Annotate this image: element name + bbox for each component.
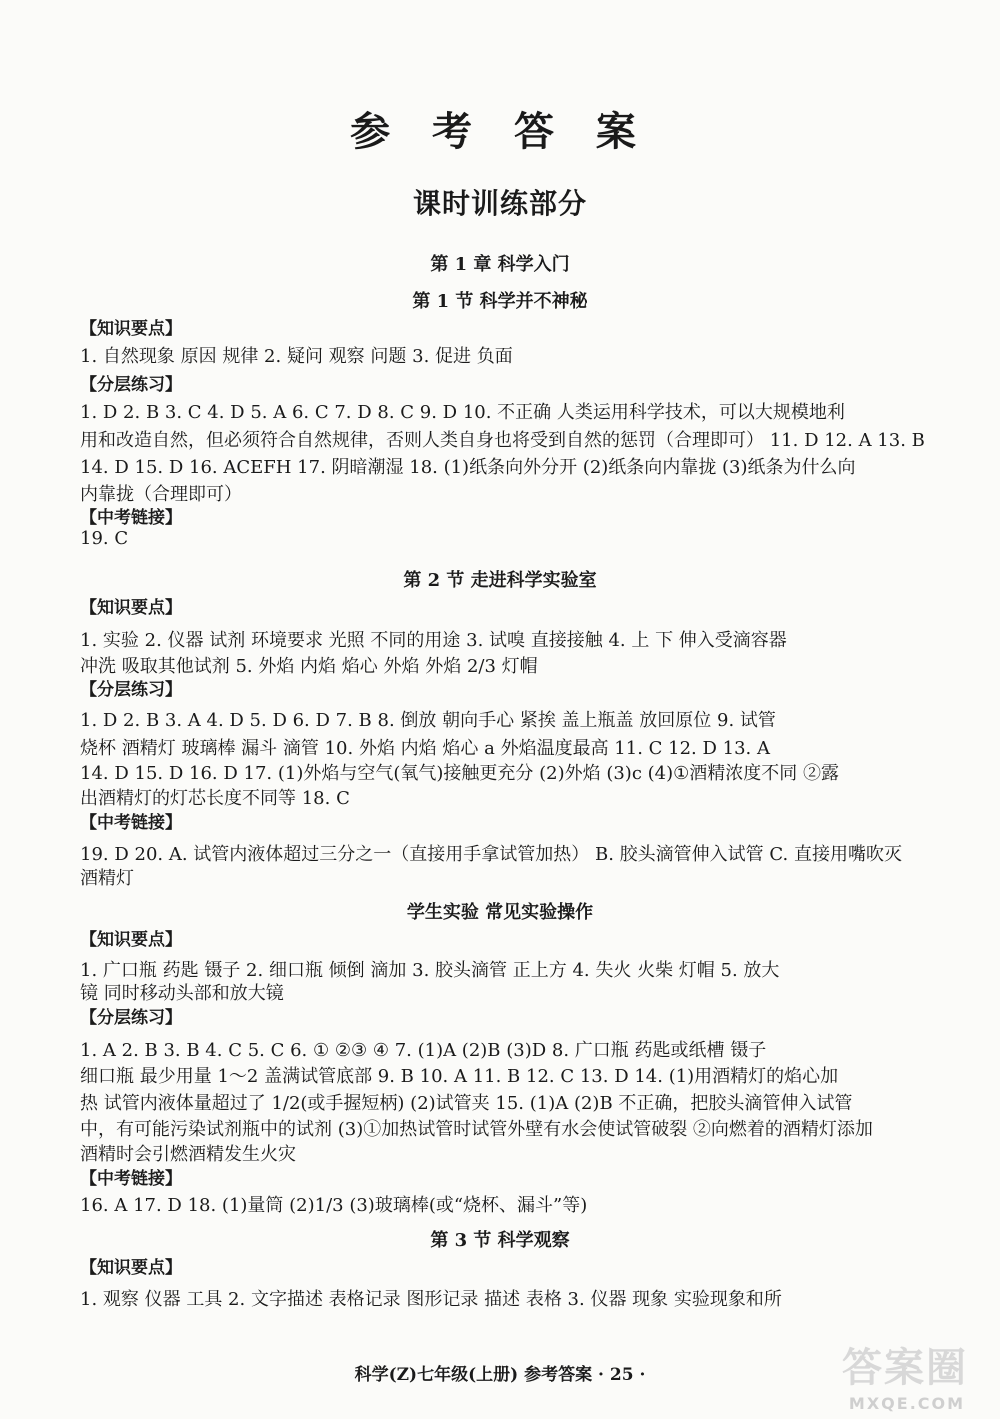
answer-line: 镜 同时移动头部和放大镜	[80, 983, 284, 1004]
section-heading: 第 2 节 走进科学实验室	[403, 570, 597, 591]
answer-line: 出酒精灯的灯芯长度不同等 18. C	[80, 788, 350, 809]
chapter-heading: 第 1 章 科学入门	[430, 254, 570, 275]
section-tag: 【分层练习】	[80, 375, 182, 395]
section-tag: 【知识要点】	[80, 930, 182, 950]
section-tag: 【中考链接】	[80, 1169, 182, 1189]
section-heading: 第 3 节 科学观察	[430, 1230, 570, 1251]
answer-line: 19. D 20. A. 试管内液体超过三分之一（直接用手拿试管加热） B. 胶头滴管伸入试管 C. 直接用嘴吹灭	[80, 844, 902, 865]
answer-line: 冲洗 吸取其他试剂 5. 外焰 内焰 焰心 外焰 外焰 2/3 灯帽	[80, 656, 538, 677]
answer-line: 烧杯 酒精灯 玻璃棒 漏斗 滴管 10. 外焰 内焰 焰心 a 外焰温度最高 11. C 12. D 13. A	[80, 738, 770, 759]
section-tag: 【中考链接】	[80, 813, 182, 833]
answer-line: 酒精时会引燃酒精发生火灾	[80, 1144, 296, 1165]
section-tag: 【知识要点】	[80, 1258, 182, 1278]
answer-line: 1. 实验 2. 仪器 试剂 环境要求 光照 不同的用途 3. 试嗅 直接接触 4. 上 下 伸入受滴容器	[80, 630, 787, 651]
answer-line: 1. D 2. B 3. C 4. D 5. A 6. C 7. D 8. C 9. D 10. 不正确 人类运用科学技术，可以大规模地利	[80, 402, 845, 423]
watermark-cn: 答案圈	[842, 1345, 968, 1391]
answer-line: 1. D 2. B 3. A 4. D 5. D 6. D 7. B 8. 倒放 朝向手心 紧挨 盖上瓶盖 放回原位 9. 试管	[80, 710, 776, 731]
section-tag: 【中考链接】	[80, 508, 182, 528]
answer-line: 1. A 2. B 3. B 4. C 5. C 6. ① ②③ ④ 7. (1)A (2)B (3)D 8. 广口瓶 药匙或纸槽 镊子	[80, 1040, 767, 1061]
answer-line: 酒精灯	[80, 868, 134, 889]
answer-line: 1. 广口瓶 药匙 镊子 2. 细口瓶 倾倒 滴加 3. 胶头滴管 正上方 4. 失火 火柴 灯帽 5. 放大	[80, 960, 780, 981]
answer-line: 19. C	[80, 528, 129, 549]
answer-line: 1. 观察 仪器 工具 2. 文字描述 表格记录 图形记录 描述 表格 3. 仪器 现象 实验现象和所	[80, 1289, 782, 1310]
part-title: 课时训练部分	[412, 187, 587, 220]
answer-line: 16. A 17. D 18. (1)量筒 (2)1/3 (3)玻璃棒(或“烧杯、漏斗”等)	[80, 1195, 588, 1216]
section-tag: 【知识要点】	[80, 598, 182, 618]
page-title: 参 考 答 案	[350, 108, 650, 155]
answer-line: 热 试管内液体量超过了 1/2(或手握短柄) (2)试管夹 15. (1)A (2)B 不正确，把胶头滴管伸入试管	[80, 1093, 853, 1114]
section-tag: 【知识要点】	[80, 319, 182, 339]
answer-line: 1. 自然现象 原因 规律 2. 疑问 观察 问题 3. 促进 负面	[80, 346, 513, 367]
answer-line: 细口瓶 最少用量 1～2 盖满试管底部 9. B 10. A 11. B 12. C 13. D 14. (1)用酒精灯的焰心加	[80, 1066, 839, 1087]
watermark-en: MXQE.COM	[848, 1394, 966, 1413]
section-heading: 第 1 节 科学并不神秘	[412, 291, 588, 312]
answer-line: 中，有可能污染试剂瓶中的试剂 (3)①加热试管时试管外壁有水会使试管破裂 ②向燃着的酒精灯添加	[80, 1119, 873, 1140]
answer-line: 用和改造自然，但必须符合自然规律，否则人类自身也将受到自然的惩罚（合理即可） 11. D 12. A 13. B	[80, 430, 925, 451]
answer-line: 14. D 15. D 16. D 17. (1)外焰与空气(氧气)接触更充分 (2)外焰 (3)c (4)①酒精浓度不同 ②露	[80, 763, 839, 784]
section-tag: 【分层练习】	[80, 1008, 182, 1028]
section-tag: 【分层练习】	[80, 680, 182, 700]
page-footer: 科学(Z)七年级(上册) 参考答案 · 25 ·	[354, 1365, 646, 1385]
answer-line: 内靠拢（合理即可）	[80, 484, 242, 505]
answer-line: 14. D 15. D 16. ACEFH 17. 阴暗潮湿 18. (1)纸条向外分开 (2)纸条向内靠拢 (3)纸条为什么向	[80, 457, 856, 478]
section-heading: 学生实验 常见实验操作	[406, 902, 594, 923]
